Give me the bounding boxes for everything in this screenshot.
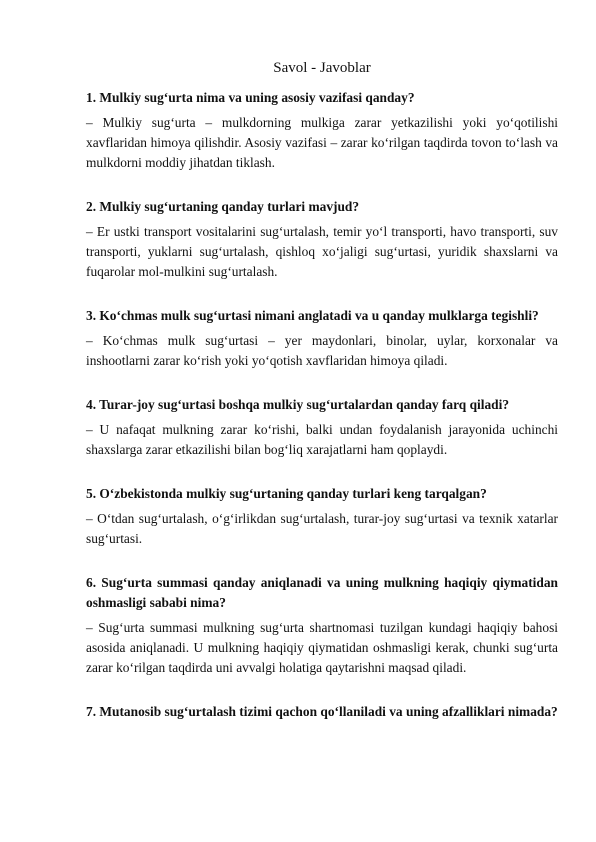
question-text: 5. O‘zbekistonda mulkiy sug‘urtaning qanday turlari keng tarqalgan?: [86, 486, 487, 501]
qa-item-6: [86, 573, 558, 678]
question-text: 1. Mulkiy sug‘urta nima va uning asosiy vazifasi qanday?: [86, 90, 415, 105]
question-text: 6. Sug‘urta summasi qanday aniqlanadi va uning mulkning haqiqiy qiymatidan oshmasligi sababi nima?: [86, 575, 558, 610]
qa-item-4: [86, 395, 558, 460]
answer-text: – O‘tdan sug‘urtalash, o‘g‘irlikdan sug‘urtalash, turar-joy sug‘urtasi va texnik xatarlar sug‘urtasi.: [86, 511, 558, 546]
document-page: [86, 58, 558, 727]
page-title: Savol - Javoblar: [273, 60, 371, 76]
qa-item-3: [86, 306, 558, 371]
qa-item-1: [86, 88, 558, 173]
answer-text: – Mulkiy sug‘urta – mulkdorning mulkiga zarar yetkazilishi yoki yo‘qotilishi xavflaridan himoya qilishdir. Asosiy vazifasi – zarar ko‘rilgan taqdirda tovon to‘lash va mulkdorni moddiy jihatdan tiklash.: [86, 115, 558, 170]
qa-item-2: [86, 197, 558, 282]
question-text: 3. Ko‘chmas mulk sug‘urtasi nimani anglatadi va u qanday mulklarga tegishli?: [86, 308, 539, 323]
qa-item-5: [86, 484, 558, 549]
qa-item-7: [86, 702, 558, 722]
question-text: 2. Mulkiy sug‘urtaning qanday turlari mavjud?: [86, 199, 360, 214]
question-text: 4. Turar-joy sug‘urtasi boshqa mulkiy sug‘urtalardan qanday farq qiladi?: [86, 397, 510, 412]
answer-text: – Ko‘chmas mulk sug‘urtasi – yer maydonlari, binolar, uylar, korxonalar va inshootlarni zarar ko‘rish yoki yo‘qotish xavflaridan himoya qiladi.: [86, 333, 558, 368]
answer-text: – Er ustki transport vositalarini sug‘urtalash, temir yo‘l transporti, havo transporti, suv transporti, yuklarni sug‘urtalash, qishloq xo‘jaligi sug‘urtasi, yuridik shaxslarni va fuqarolar mol-mulkini sug‘urtalash.: [86, 224, 558, 279]
question-text: 7. Mutanosib sug‘urtalash tizimi qachon qo‘llaniladi va uning afzalliklari nimada?: [86, 704, 558, 719]
answer-text: – U nafaqat mulkning zarar ko‘rishi, balki undan foydalanish jarayonida uchinchi shaxslarga zarar etkazilishi bilan bog‘liq xarajatlarni ham qoplaydi.: [86, 422, 558, 457]
answer-text: – Sug‘urta summasi mulkning sug‘urta shartnomasi tuzilgan kundagi haqiqiy bahosi asosida aniqlanadi. U mulkning haqiqiy qiymatidan oshmasligi kerak, chunki sug‘urta zarar ko‘rilgan taqdirda uni avvalgi holatiga qaytarishni maqsad qiladi.: [86, 620, 558, 675]
